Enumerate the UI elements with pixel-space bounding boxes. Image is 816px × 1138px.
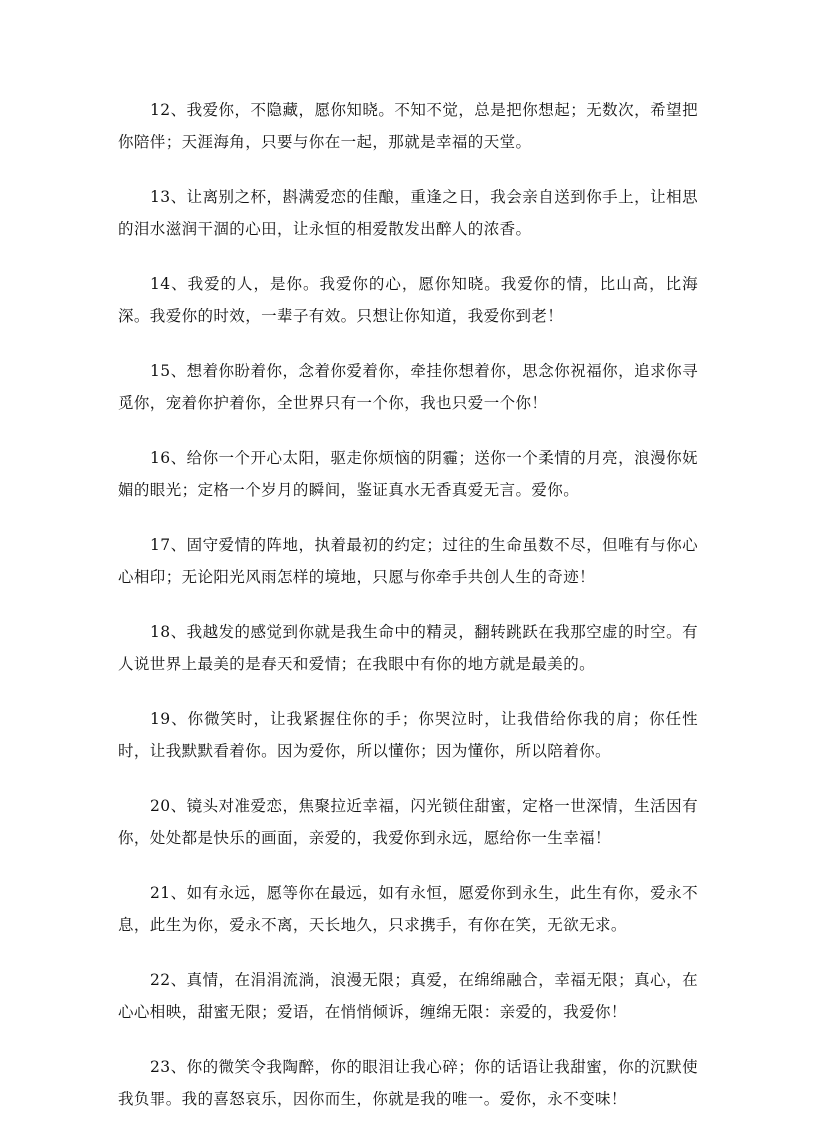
paragraph-17: 17、固守爱情的阵地，执着最初的约定；过往的生命虽数不尽，但唯有与你心心相印；无论阳光风雨怎样的境地，只愿与你牵手共创人生的奇迹！ — [118, 536, 698, 586]
paragraph-22: 22、真情，在涓涓流淌，浪漫无限；真爱，在绵绵融合，幸福无限；真心，在心心相映，甜蜜无限；爱语，在悄悄倾诉，缠绵无限：亲爱的，我爱你！ — [118, 971, 698, 1021]
paragraph-21: 21、如有永远，愿等你在最远，如有永恒，愿爱你到永生，此生有你，爱永不息，此生为你，爱永不离，天长地久，只求携手，有你在笑，无欲无求。 — [118, 884, 698, 934]
paragraph-19: 19、你微笑时，让我紧握住你的手；你哭泣时，让我借给你我的肩；你任性时，让我默默看着你。因为爱你，所以懂你；因为懂你，所以陪着你。 — [118, 710, 698, 760]
paragraph-18: 18、我越发的感觉到你就是我生命中的精灵，翻转跳跃在我那空虚的时空。有人说世界上最美的是春天和爱情；在我眼中有你的地方就是最美的。 — [118, 623, 698, 673]
paragraph-13: 13、让离别之杯，斟满爱恋的佳酿，重逢之日，我会亲自送到你手上，让相思的泪水滋润干涸的心田，让永恒的相爱散发出醉人的浓香。 — [118, 188, 698, 238]
paragraph-20: 20、镜头对准爱恋，焦聚拉近幸福，闪光锁住甜蜜，定格一世深情，生活因有你，处处都是快乐的画面，亲爱的，我爱你到永远，愿给你一生幸福！ — [118, 797, 698, 847]
paragraph-14: 14、我爱的人，是你。我爱你的心，愿你知晓。我爱你的情，比山高，比海深。我爱你的时效，一辈子有效。只想让你知道，我爱你到老！ — [118, 275, 698, 325]
document-body — [118, 94, 698, 1138]
paragraph-15: 15、想着你盼着你，念着你爱着你，牵挂你想着你，思念你祝福你，追求你寻觅你，宠着你护着你，全世界只有一个你，我也只爱一个你！ — [118, 362, 698, 412]
paragraph-23: 23、你的微笑令我陶醉，你的眼泪让我心碎；你的话语让我甜蜜，你的沉默使我负罪。我的喜怒哀乐，因你而生，你就是我的唯一。爱你，永不变味！ — [118, 1058, 698, 1108]
paragraph-16: 16、给你一个开心太阳，驱走你烦恼的阴霾；送你一个柔情的月亮，浪漫你妩媚的眼光；定格一个岁月的瞬间，鉴证真水无香真爱无言。爱你。 — [118, 449, 698, 499]
paragraph-12: 12、我爱你，不隐藏，愿你知晓。不知不觉，总是把你想起；无数次，希望把你陪伴；天涯海角，只要与你在一起，那就是幸福的天堂。 — [118, 101, 698, 151]
